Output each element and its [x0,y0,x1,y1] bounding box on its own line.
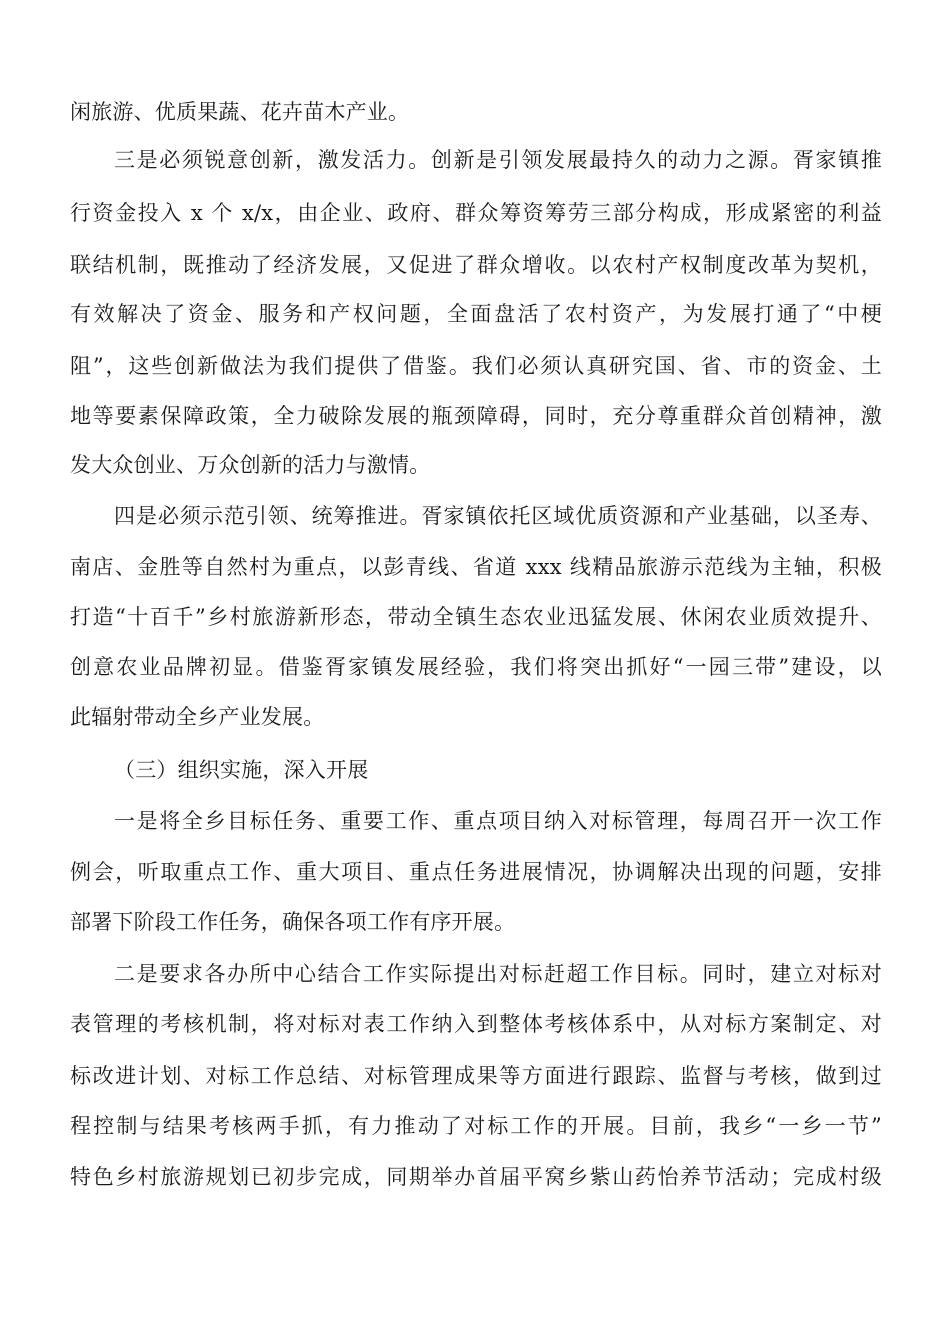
text-line: 特色乡村旅游规划已初步完成，同期举办首届平窝乡紫山药怡养节活动；完成村级 [70,1165,882,1189]
text-line: 程控制与结果考核两手抓，有力推动了对标工作的开展。目前，我乡“一乡一节” [70,1114,882,1138]
text-line: 地等要素保障政策，全力破除发展的瓶颈障碍，同时，充分尊重群众首创精神，激 [70,404,882,428]
text-line: 一是将全乡目标任务、重要工作、重点项目纳入对标管理，每周召开一次工作 [114,809,882,833]
text-line: 四是必须示范引领、统筹推进。胥家镇依托区域优质资源和产业基础，以圣寿、 [114,504,882,528]
text-line: 创意农业品牌初显。借鉴胥家镇发展经验，我们将突出抓好“一园三带”建设，以 [70,655,882,679]
text-line: 发大众创业、万众创新的活力与激情。 [70,453,431,477]
text-line: 部署下阶段工作任务，确保各项工作有序开展。 [70,910,516,934]
text-line: 联结机制，既推动了经济发展，又促进了群众增收。以农村产权制度改革为契机， [70,253,882,277]
text-line: 二是要求各办所中心结合工作实际提出对标赶超工作目标。同时，建立对标对 [114,962,882,986]
text-line: 三是必须锐意创新，激发活力。创新是引领发展最持久的动力之源。胥家镇推 [114,148,882,172]
text-line: 此辐射带动全乡产业发展。 [70,705,325,729]
text-line: 有效解决了资金、服务和产权问题，全面盘活了农村资产，为发展打通了“中梗 [70,302,882,326]
text-line: 表管理的考核机制，将对标对表工作纳入到整体考核体系中，从对标方案制定、对 [70,1012,882,1036]
section-heading: （三）组织实施，深入开展 [114,758,369,782]
text-line: 打造“十百千”乡村旅游新形态，带动全镇生态农业迅猛发展、休闲农业质效提升、 [70,605,882,629]
text-line: 南店、金胜等自然村为重点，以彭青线、省道 xxx 线精品旅游示范线为主轴，积极 [70,555,882,579]
text-line: 阻”，这些创新做法为我们提供了借鉴。我们必须认真研究国、省、市的资金、土 [70,354,882,378]
text-line: 行资金投入 x 个 x/x，由企业、政府、群众筹资筹劳三部分构成，形成紧密的利益 [70,201,882,225]
text-line: 标改进计划、对标工作总结、对标管理成果等方面进行跟踪、监督与考核，做到过 [70,1064,882,1088]
text-line: 例会，听取重点工作、重大项目、重点任务进展情况，协调解决出现的问题，安排 [70,860,882,884]
text-line: 闲旅游、优质果蔬、花卉苗木产业。 [70,100,410,124]
